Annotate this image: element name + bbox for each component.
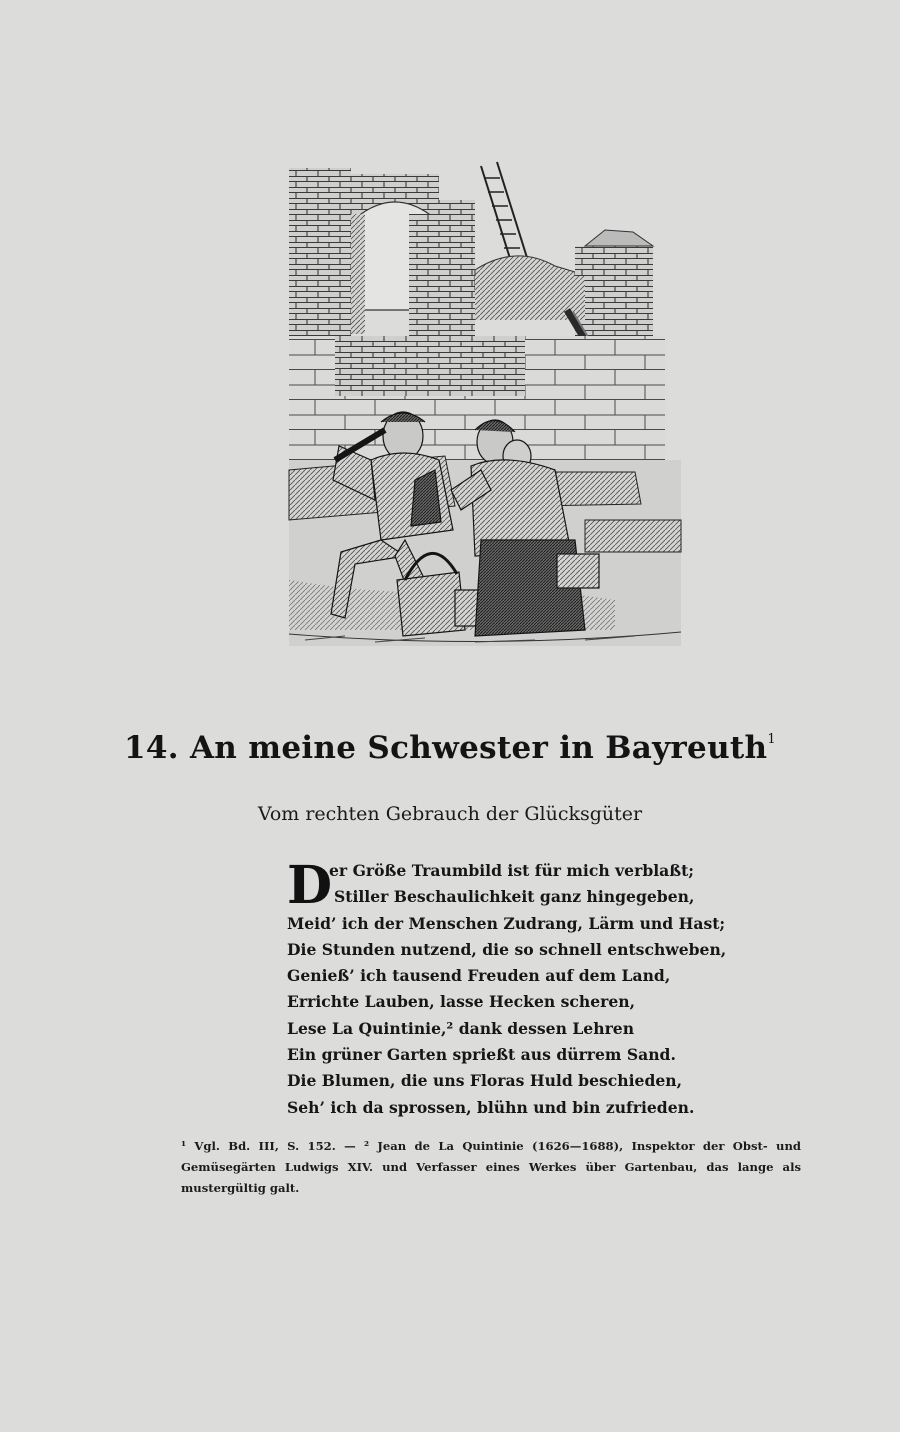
drop-cap: D (287, 855, 333, 916)
poem-number: 14. (124, 730, 179, 766)
engraving-workers-eating (285, 160, 685, 646)
poem-line-9: Die Blumen, die uns Floras Huld beschieden, (287, 1071, 683, 1091)
poem-title: An meine Schwester in Bayreuth (189, 730, 768, 766)
poem-line-3: Meid’ ich der Menschen Zudrang, Lärm und Hast; (287, 913, 726, 933)
poem-line-4: Die Stunden nutzend, die so schnell entschweben, (287, 939, 727, 959)
poem-line-2: Stiller Beschaulichkeit ganz hingegeben, (334, 887, 695, 907)
footnotes (181, 1136, 801, 1199)
poem-line-8: Ein grüner Garten sprießt aus dürrem Sand. (287, 1045, 676, 1065)
poem-subtitle: Vom rechten Gebrauch der Glücksgüter (257, 803, 643, 825)
poem-line-7: Lese La Quintinie,² dank dessen Lehren (287, 1018, 635, 1038)
poem-body (287, 855, 727, 1121)
poem-heading (0, 730, 900, 766)
footnote-text: ¹ Vgl. Bd. III, S. 152. — ² Jean de La Quintinie (1626—1688), Inspektor der Obst- und Gemüsegärten Ludwigs XIV. und Verfasser eines Werkes über Gartenbau, das lange als mustergültig galt. (181, 1139, 801, 1195)
poem-line-10: Seh’ ich da sprossen, blühn und bin zufrieden. (287, 1097, 695, 1117)
engraving-illustration (285, 160, 685, 646)
heading-footnote-marker: 1 (767, 732, 776, 747)
poem-line-1: er Größe Traumbild ist für mich verblaßt; (329, 861, 695, 880)
poem-line-5: Genieß’ ich tausend Freuden auf dem Land, (287, 966, 671, 986)
poem-line-6: Errichte Lauben, lasse Hecken scheren, (287, 992, 636, 1012)
